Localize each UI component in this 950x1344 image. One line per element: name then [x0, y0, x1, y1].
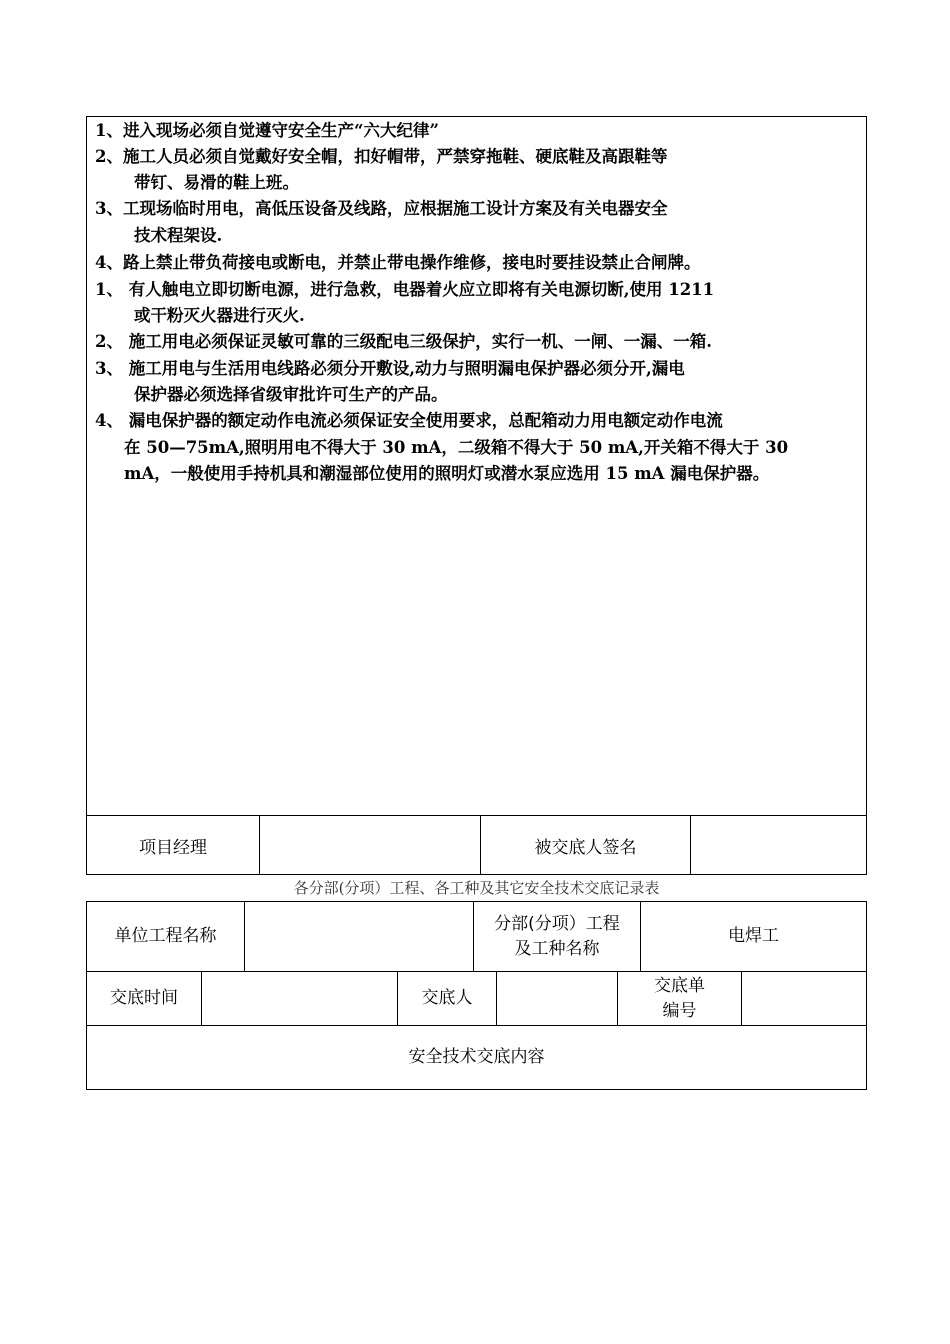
sub-project-label-line1: 分部(分项）工程 [494, 913, 620, 934]
rule-line: 4、 漏电保护器的额定动作电流必须保证安全使用要求，总配箱动力用电额定动作电流 [95, 411, 723, 430]
rule-line: 保护器必须选择省级审批许可生产的产品。 [134, 385, 448, 404]
rule-line: 4、路上禁止带负荷接电或断电，并禁止带电操作维修，接电时要挂设禁止合闸牌。 [95, 253, 701, 272]
project-manager-field[interactable] [260, 816, 480, 874]
rule-line: 在 50—75mA,照明用电不得大于 30 mA，二级箱不得大于 50 mA,开关箱不得大于 30 [124, 438, 789, 457]
rule-line: 2、施工人员必须自觉戴好安全帽，扣好帽带，严禁穿拖鞋、硬底鞋及高跟鞋等 [95, 147, 668, 166]
project-manager-label: 项目经理 [139, 837, 207, 858]
rule-line: 2、 施工用电必须保证灵敏可靠的三级配电三级保护，实行一机、一闸、一漏、一箱. [95, 332, 712, 351]
rule-line: 1、进入现场必须自觉遵守安全生产“六大纪律” [95, 121, 439, 140]
rule-line: mA，一般使用手持机具和潮湿部位使用的照明灯或潜水泵应选用 15 mA 漏电保护器。 [124, 464, 770, 483]
sub-project-label-line2: 及工种名称 [514, 938, 600, 959]
safety-content-heading: 安全技术交底内容 [408, 1047, 545, 1067]
disclosure-time-label: 交底时间 [110, 988, 178, 1008]
disclosure-number-label [618, 972, 741, 1025]
unit-project-name-label: 单位工程名称 [114, 926, 217, 946]
disclosure-number-label-line2: 编号 [662, 1000, 697, 1021]
recipient-signature-field[interactable] [691, 816, 866, 874]
disclosure-number-field[interactable] [742, 972, 866, 1025]
form-title: 各分部(分项）工程、各工种及其它安全技术交底记录表 [293, 879, 660, 897]
unit-project-name-field[interactable] [245, 902, 473, 971]
disclosure-record-form [86, 901, 867, 1090]
disclosure-number-label-line1: 交底单 [654, 975, 705, 996]
safety-content-box [86, 116, 867, 875]
rule-line: 带钉、易滑的鞋上班。 [134, 173, 299, 192]
rule-line: 或干粉灭火器进行灭火. [134, 306, 305, 325]
rule-line: 3、工现场临时用电，高低压设备及线路，应根据施工设计方案及有关电器安全 [95, 199, 668, 218]
recipient-signature-label: 被交底人签名 [534, 837, 637, 858]
sub-project-label [474, 902, 640, 971]
discloser-label: 交底人 [421, 988, 473, 1008]
sub-project-field[interactable]: 电焊工 [728, 926, 779, 946]
rule-line: 3、 施工用电与生活用电线路必须分开敷设,动力与照明漏电保护器必须分开,漏电 [95, 359, 685, 378]
rule-line: 1、 有人触电立即切断电源，进行急救，电器着火应立即将有关电源切断,使用 1211 [95, 280, 715, 299]
rule-line: 技术程架设. [134, 226, 223, 245]
disclosure-time-field[interactable] [202, 972, 397, 1025]
discloser-field[interactable] [497, 972, 617, 1025]
